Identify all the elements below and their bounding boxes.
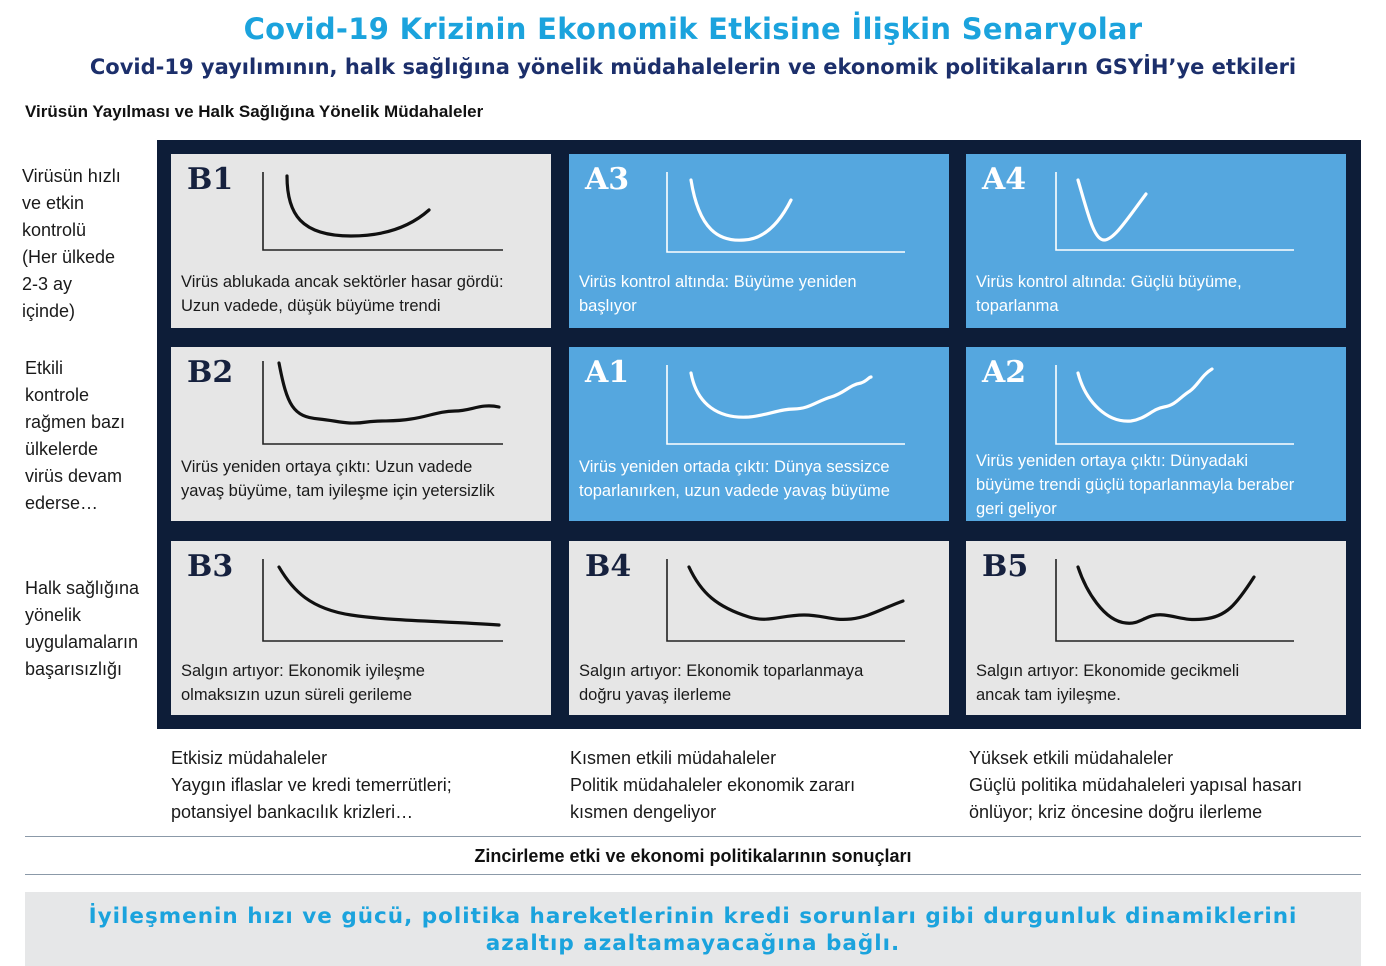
row-label-fast-control: Virüsün hızlı ve etkin kontrolü (Her ülkede 2-3 ay içinde) (22, 166, 121, 321)
scenario-description: Salgın artıyor: Ekonomik iyileşme olmaksızın uzun süreli gerileme (181, 662, 425, 704)
divider-bottom (25, 874, 1361, 875)
scenario-code: A1 (585, 355, 630, 390)
column-caption-partially-effective: Kısmen etkili müdahaleler Politik müdahaleler ekonomik zararı kısmen dengeliyor (570, 748, 856, 822)
scenario-description: Salgın artıyor: Ekonomide gecikmeli ancak tam iyileşme. (976, 662, 1240, 704)
column-caption-ineffective: Etkisiz müdahaleler Yaygın iflaslar ve kredi temerrütleri; potansiyel bankacılık krizleri… (171, 748, 452, 822)
scenario-code: A2 (982, 355, 1027, 390)
conclusion-banner: İyileşmenin hızı ve gücü, politika hareketlerinin kredi sorunları gibi durgunluk dinamiklerini azaltıp azaltamayacağına bağlı. (25, 892, 1361, 966)
scenario-description: Virüs ablukada ancak sektörler hasar gördü: Uzun vadede, düşük büyüme trendi (181, 273, 504, 315)
scenario-cell-b4 (569, 541, 949, 715)
row-label-virus-persists: Etkili kontrole rağmen bazı ülkelerde virüs devam ederse… (25, 358, 126, 513)
scenario-code: B5 (982, 549, 1029, 584)
scenario-code: B3 (187, 549, 234, 584)
scenario-code: B4 (585, 549, 632, 584)
scenario-cell-a2 (966, 347, 1346, 521)
scenario-code: A3 (585, 162, 630, 197)
bottom-heading: Zincirleme etki ve ekonomi politikalarının sonuçları (474, 846, 912, 866)
page-title: Covid-19 Krizinin Ekonomik Etkisine İlişkin Senaryolar (243, 12, 1143, 46)
row-label-public-health-failure: Halk sağlığına yönelik uygulamaların başarısızlığı (25, 578, 140, 679)
scenario-description: Virüs kontrol altında: Büyüme yeniden başlıyor (579, 273, 857, 315)
scenario-code: B1 (187, 162, 234, 197)
scenario-description: Salgın artıyor: Ekonomik toparlanmaya doğru yavaş ilerleme (579, 662, 864, 704)
scenario-code: B2 (187, 355, 234, 390)
scenario-cell-b1 (171, 154, 551, 328)
scenario-matrix (157, 140, 1361, 729)
scenario-cell-b2 (171, 347, 551, 521)
section-heading: Virüsün Yayılması ve Halk Sağlığına Yönelik Müdahaleler (25, 102, 484, 121)
column-caption-highly-effective: Yüksek etkili müdahaleler Güçlü politika müdahaleleri yapısal hasarı önlüyor; kriz öncesine doğru ilerleme (969, 748, 1303, 822)
scenario-cell-b3 (171, 541, 551, 715)
scenario-description: Virüs yeniden ortaya çıktı: Uzun vadede yavaş büyüme, tam iyileşme için yetersizlik (181, 458, 495, 500)
scenario-description: Virüs kontrol altında: Güçlü büyüme, toparlanma (976, 273, 1242, 315)
scenario-description: Virüs yeniden ortada çıktı: Dünya sessizce toparlanırken, uzun vadede yavaş büyüme (579, 458, 890, 500)
scenario-description: Virüs yeniden ortaya çıktı: Dünyadaki büyüme trendi güçlü toparlanmayla beraber geri geliyor (976, 452, 1295, 518)
scenario-cell-a1 (569, 347, 949, 521)
scenario-cell-a3 (569, 154, 949, 328)
scenario-code: A4 (982, 162, 1027, 197)
scenario-cell-a4 (966, 154, 1346, 328)
divider-top (25, 836, 1361, 837)
scenario-cell-b5 (966, 541, 1346, 715)
page-subtitle: Covid-19 yayılımının, halk sağlığına yönelik müdahalelerin ve ekonomik politikaların GSYİH’ye etkileri (89, 55, 1297, 79)
